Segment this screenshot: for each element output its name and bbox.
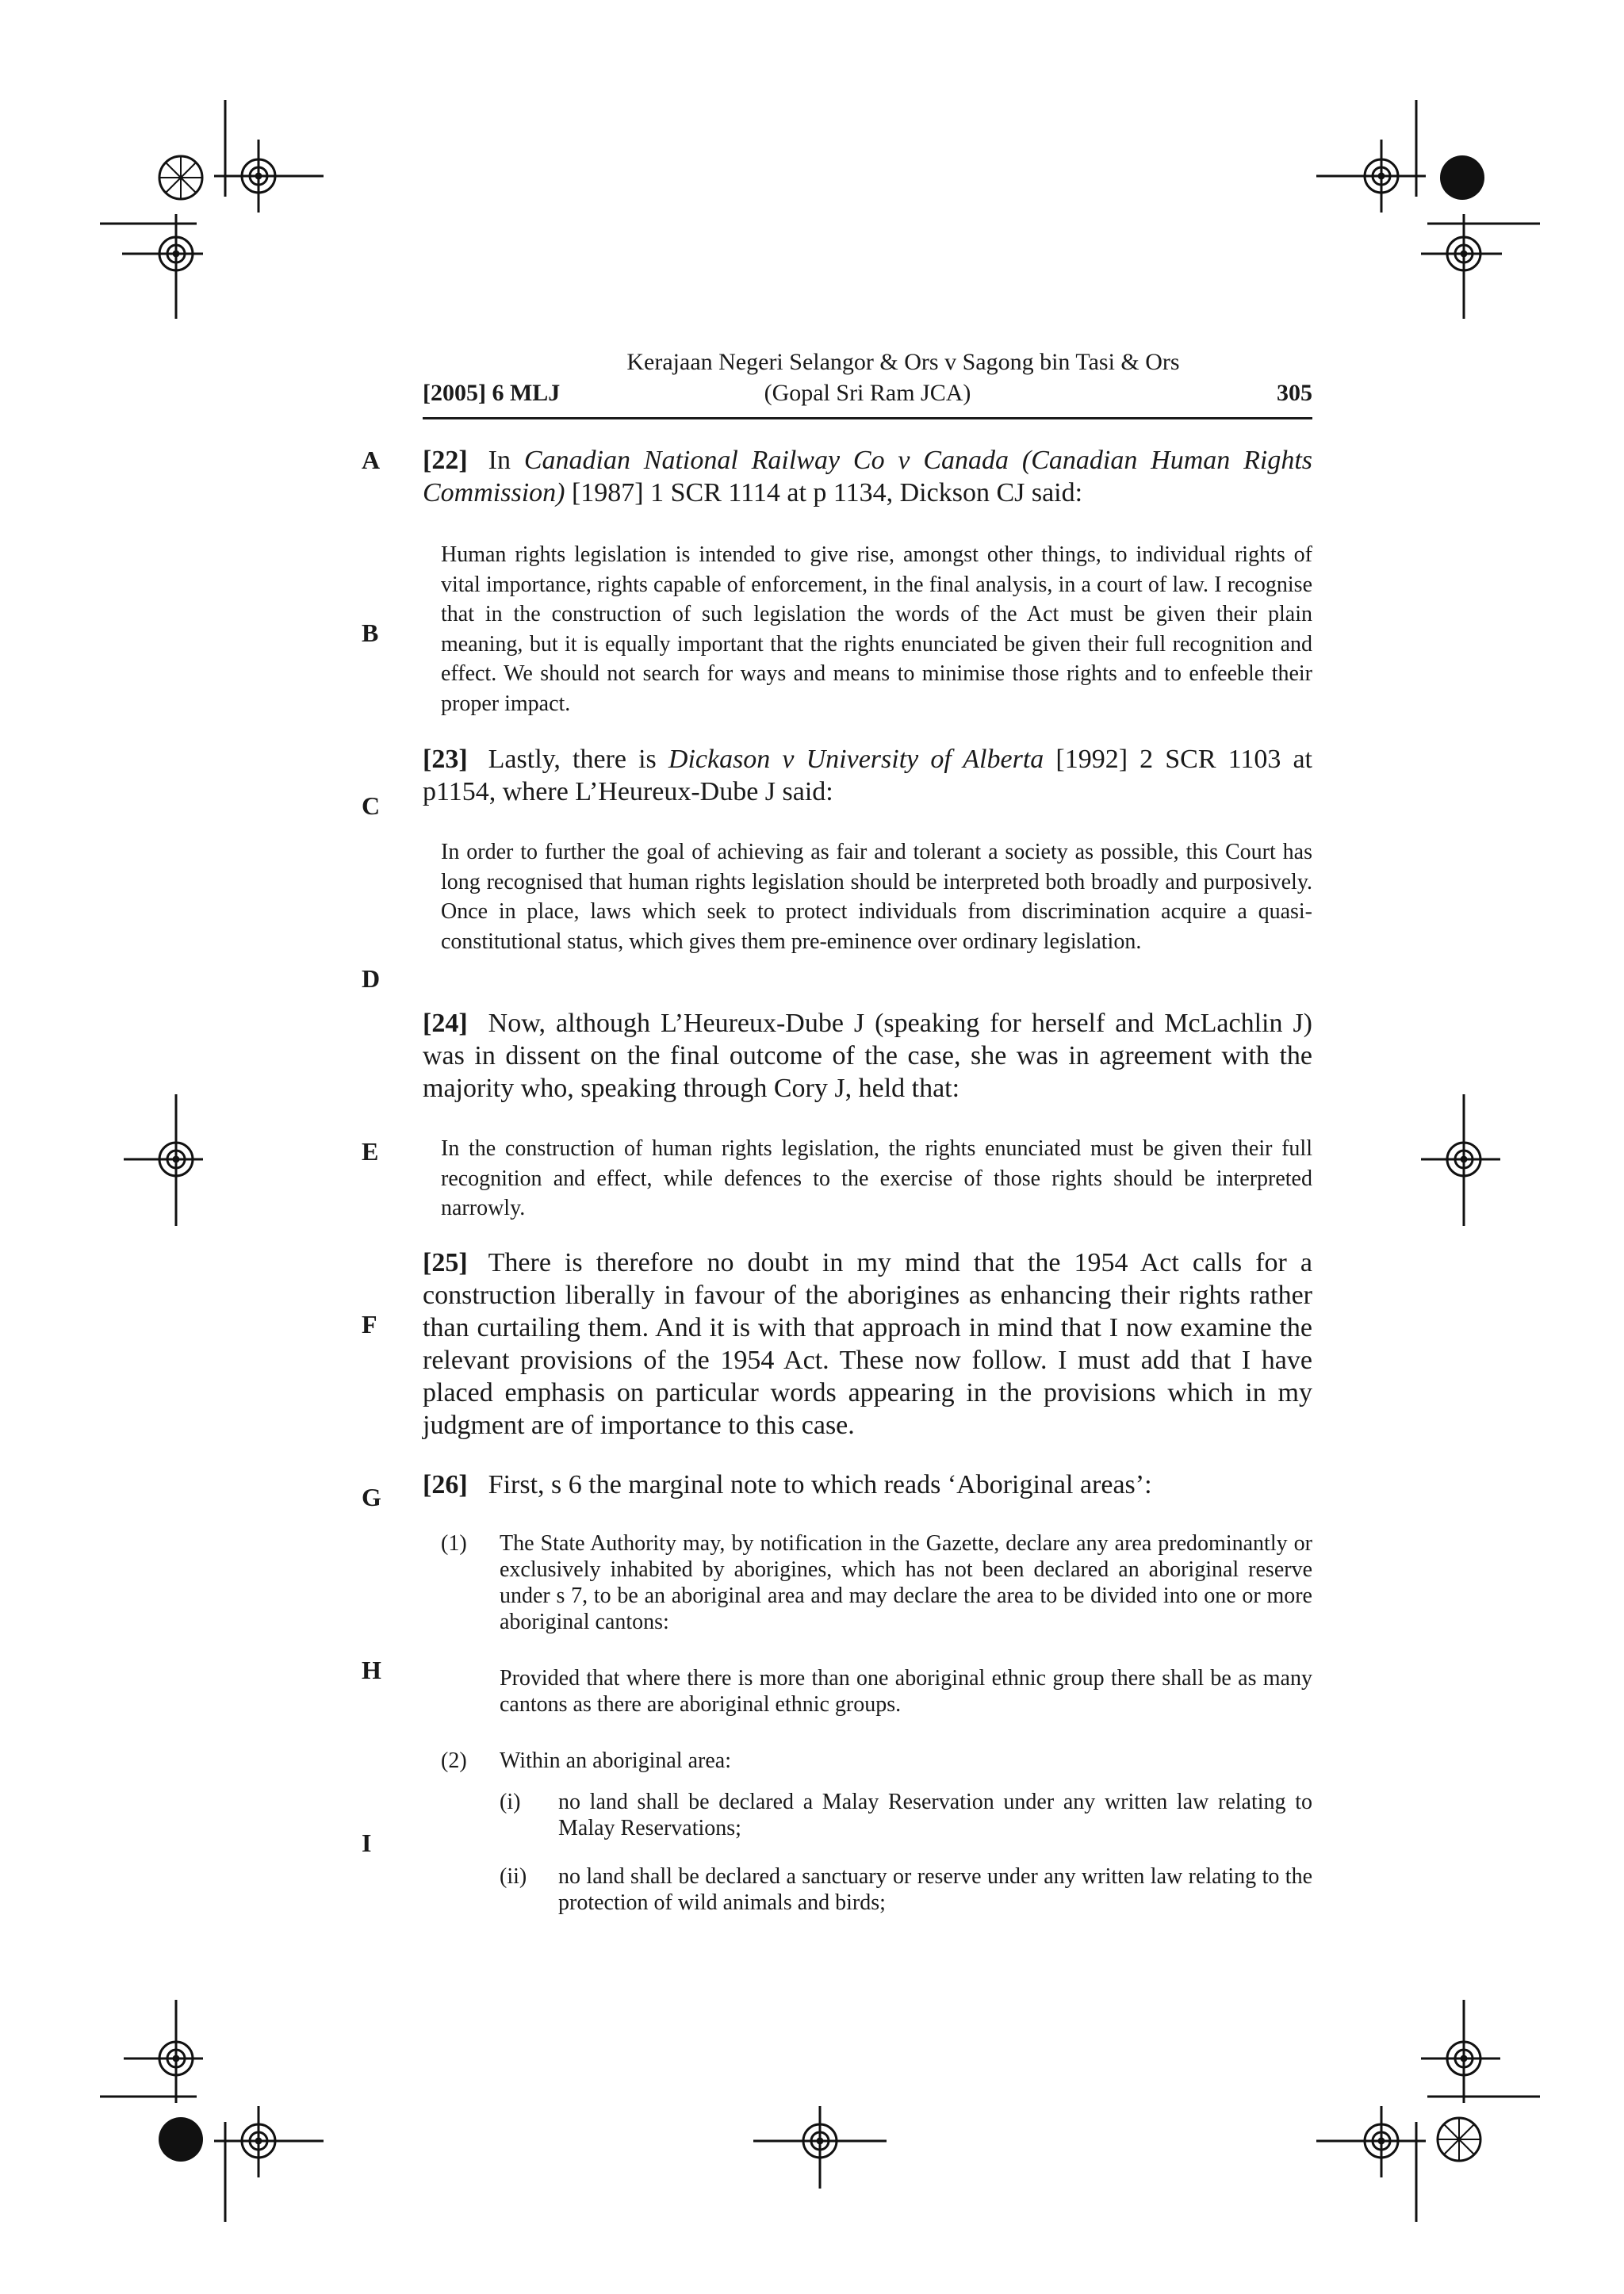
judge-name: (Gopal Sri Ram JCA)	[764, 380, 971, 406]
subsection-1-text: The State Authority may, by notification in the Gazette, declare any area predominantly or exclusively inhabited by aborigines, which has not been declared an aboriginal reserve under s 7, to be an aboriginal area and may declare the area to be divided into one or more aboriginal cantons:	[500, 1531, 1312, 1634]
citation: [2005] 6 MLJ	[423, 380, 561, 406]
paragraph-number: [23]	[423, 745, 468, 774]
margin-letter-g: G	[362, 1483, 381, 1511]
item-ii-text: no land shall be declared a sanctuary or reserve under any written law relating to the protection of wild animals and birds;	[558, 1864, 1312, 1915]
case-citation: Canadian National Railway Co v Canada (Canadian Human Rights Commission)	[423, 446, 1312, 507]
header-rule	[423, 417, 1312, 419]
block-quote-3: In the construction of human rights legislation, the rights enunciated must be given their full recognition and effect, while defences to the exercise of those rights should be interpreted narrowly.	[441, 1136, 1312, 1220]
case-name: Kerajaan Negeri Selangor & Ors v Sagong bin Tasi & Ors	[626, 349, 1180, 375]
subsection-2-text: Within an aboriginal area:	[500, 1748, 731, 1773]
paragraph-24: [24] Now, although L’Heureux-Dube J (speaking for herself and McLachlin J) was in dissent on the final outcome of the case, she was in agreement with the majority who, speaking through Cory J, held that:	[423, 1009, 1312, 1103]
margin-letter-a: A	[362, 446, 381, 474]
margin-letter-i: I	[362, 1829, 372, 1857]
paragraph-22: [22] In Canadian National Railway Co v Canada (Canadian Human Rights Commission) [1987] 1 SCR 1114 at p 1134, Dickson CJ said:	[423, 446, 1312, 507]
subsection-number-1: (1)	[441, 1531, 467, 1556]
margin-letter-f: F	[362, 1310, 377, 1338]
case-citation: Dickason v University of Alberta	[668, 745, 1044, 774]
margin-letter-c: C	[362, 791, 381, 820]
margin-letter-d: D	[362, 964, 381, 993]
paragraph-number: [26]	[423, 1470, 468, 1499]
block-quote-2: In order to further the goal of achieving as fair and tolerant a society as possible, this Court has long recognised that human rights legislation should be interpreted both broadly and purposively. Once in place, laws which seek to protect individuals from discrimination acquire a quasi-constitutional status, which gives them pre-eminence over ordinary legislation.	[441, 840, 1312, 954]
paragraph-number: [25]	[423, 1248, 468, 1277]
subsection-number-2: (2)	[441, 1748, 467, 1773]
paragraph-number: [22]	[423, 446, 468, 475]
item-i-text: no land shall be declared a Malay Reservation under any written law relating to Malay Reservations;	[558, 1790, 1312, 1840]
running-header	[423, 347, 1312, 409]
margin-letter-h: H	[362, 1656, 381, 1684]
item-number-i: (i)	[500, 1790, 521, 1814]
page-number: 305	[1277, 380, 1312, 406]
subsection-1-proviso: Provided that where there is more than one aboriginal ethnic group there shall be as many cantons as there are aboriginal ethnic groups.	[500, 1666, 1312, 1717]
item-number-ii: (ii)	[500, 1864, 527, 1889]
paragraph-23: [23] Lastly, there is Dickason v University of Alberta [1992] 2 SCR 1103 at p1154, where L’Heureux-Dube J said:	[423, 745, 1313, 806]
margin-letter-e: E	[362, 1137, 379, 1166]
margin-letter-b: B	[362, 618, 379, 647]
paragraph-25: [25] There is therefore no doubt in my mind that the 1954 Act calls for a construction liberally in favour of the aborigines as enhancing their rights rather than curtailing them. And it is with that approach in mind that I now examine the relevant provisions of the 1954 Act. These now follow. I must add that I have placed emphasis on particular words appearing in the provisions which in my judgment are of importance to this case.	[423, 1248, 1312, 1440]
block-quote-1: Human rights legislation is intended to give rise, amongst other things, to individual rights of vital importance, rights capable of enforcement, in the final analysis, in a court of law. I recognise that in the construction of such legislation the words of the Act must be given their plain meaning, but it is equally important that the rights enunciated be given their full recognition and effect. We should not search for ways and means to minimise those rights and to enfeeble their proper impact.	[441, 542, 1312, 716]
paragraph-26: [26] First, s 6 the marginal note to which reads ‘Aboriginal areas’:	[423, 1470, 1152, 1499]
paragraph-number: [24]	[423, 1009, 468, 1038]
